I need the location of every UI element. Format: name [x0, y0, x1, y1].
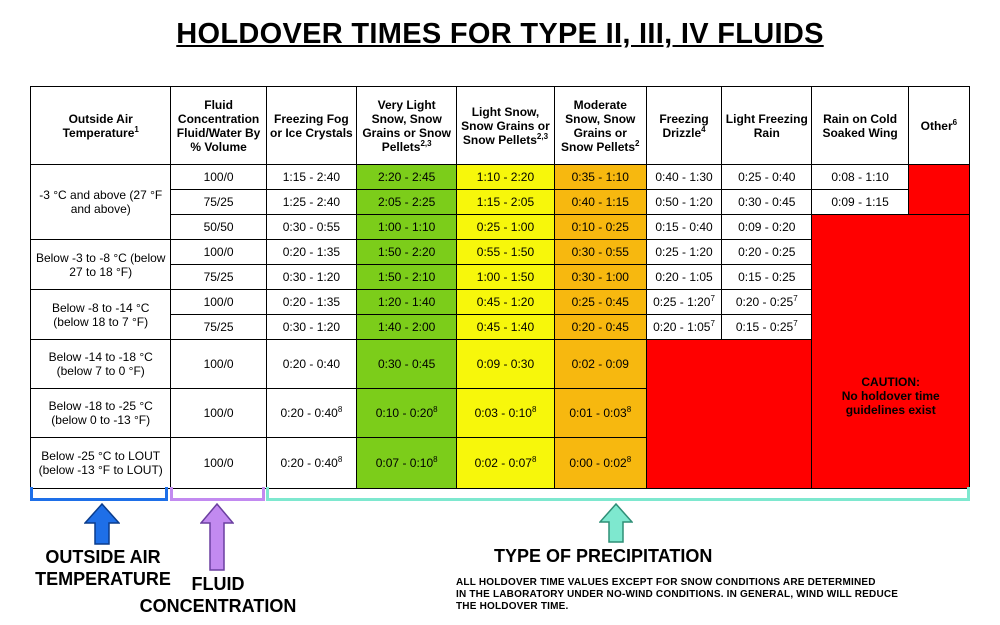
- light-cell: 0:09 - 0:30: [457, 340, 554, 389]
- vlight-cell: 0:30 - 0:45: [357, 340, 457, 389]
- drizzle-cell: 0:25 - 1:20: [646, 240, 721, 265]
- header-light-freezing-rain: Light Freezing Rain: [722, 87, 812, 165]
- caution-text-1: No holdover time: [841, 388, 940, 403]
- vlight-cell: 0:10 - $0:20^8$: [357, 389, 457, 438]
- light-rain-cell: 0:20 - $0:25^7$: [722, 290, 812, 315]
- conc-cell: 100/0: [171, 240, 266, 265]
- fog-cell: 0:30 - 1:20: [266, 265, 356, 290]
- header-rain-cold-soaked: Rain on Cold Soaked Wing: [812, 87, 908, 165]
- header-concentration: Fluid Concentration Fluid/Water By % Volume: [171, 87, 266, 165]
- vlight-cell: 1:50 - 2:10: [357, 265, 457, 290]
- moderate-cell: 0:30 - 1:00: [554, 265, 646, 290]
- fog-cell: 0:30 - 0:55: [266, 215, 356, 240]
- moderate-cell: 0:30 - 0:55: [554, 240, 646, 265]
- caution-heading: CAUTION:: [861, 374, 921, 389]
- other-red-cell: [908, 165, 969, 215]
- drizzle-cell: 0:15 - 0:40: [646, 215, 721, 240]
- temp-cell: Below -14 to -18 °C (below 7 to 0 °F): [31, 340, 171, 389]
- outside-air-temperature-label: OUTSIDE AIR TEMPERATURE: [35, 547, 171, 589]
- temp-cell: Below -18 to -25 °C (below 0 to -13 °F): [31, 389, 171, 438]
- temp-cell: -3 °C and above (27 °F and above): [31, 165, 171, 240]
- fog-cell: 0:20 - 0:40: [266, 340, 356, 389]
- light-rain-cell: 0:20 - 0:25: [722, 240, 812, 265]
- light-rain-cell: 0:25 - 0:40: [722, 165, 812, 190]
- precipitation-label: TYPE OF PRECIPITATION: [494, 546, 713, 566]
- temp-cell: Below -25 °C to LOUT (below -13 °F to LOUT): [31, 438, 171, 489]
- wind-note: ALL HOLDOVER TIME VALUES EXCEPT FOR SNOW CONDITIONS ARE DETERMINED IN THE LABORATORY UNDER NO-WIND CONDITIONS. IN GENERAL, WIND WILL REDUCE THE HOLDOVER TIME.: [456, 577, 899, 612]
- page-title: HOLDOVER TIMES FOR TYPE II, III, IV FLUIDS: [176, 18, 824, 50]
- precipitation-bracket: [266, 487, 970, 501]
- header-row: [31, 87, 970, 165]
- conc-cell: 75/25: [171, 265, 266, 290]
- vlight-cell: 1:40 - 2:00: [357, 315, 457, 340]
- moderate-cell: 0:35 - 1:10: [554, 165, 646, 190]
- moderate-cell: 0:10 - 0:25: [554, 215, 646, 240]
- rain-cold-cell: 0:08 - 1:10: [812, 165, 908, 190]
- caution-cell: [812, 215, 970, 489]
- light-cell: 1:10 - 2:20: [457, 165, 554, 190]
- table-row: [31, 165, 970, 190]
- fog-cell: 0:20 - $0:40^8$: [266, 389, 356, 438]
- drizzle-cell: 0:50 - 1:20: [646, 190, 721, 215]
- drizzle-rain-red-cell: [646, 340, 812, 489]
- table-row: [31, 190, 970, 215]
- light-cell: 0:03 - $0:10^8$: [457, 389, 554, 438]
- vlight-cell: 2:05 - 2:25: [357, 190, 457, 215]
- fog-cell: 1:15 - 2:40: [266, 165, 356, 190]
- vlight-cell: 2:20 - 2:45: [357, 165, 457, 190]
- fog-cell: 0:30 - 1:20: [266, 315, 356, 340]
- holdover-table: [30, 86, 970, 489]
- header-freezing-drizzle: Freezing Drizzle$^4$: [646, 87, 721, 165]
- light-rain-cell: 0:15 - 0:25: [722, 265, 812, 290]
- conc-cell: 100/0: [171, 438, 266, 489]
- light-cell: 1:15 - 2:05: [457, 190, 554, 215]
- moderate-cell: 0:02 - 0:09: [554, 340, 646, 389]
- light-rain-cell: 0:30 - 0:45: [722, 190, 812, 215]
- light-cell: 1:00 - 1:50: [457, 265, 554, 290]
- conc-cell: 100/0: [171, 165, 266, 190]
- concentration-arrow-icon: [200, 503, 234, 571]
- fog-cell: 0:20 - $0:40^8$: [266, 438, 356, 489]
- drizzle-cell: 0:20 - 1:05: [646, 265, 721, 290]
- precipitation-arrow-icon: [599, 503, 633, 543]
- moderate-cell: 0:01 - $0:03^8$: [554, 389, 646, 438]
- moderate-cell: 0:00 - $0:02^8$: [554, 438, 646, 489]
- header-very-light-snow: Very Light Snow, Snow Grains or Snow Pellets$^{2,3}$: [357, 87, 457, 165]
- moderate-cell: 0:20 - 0:45: [554, 315, 646, 340]
- drizzle-cell: 0:25 - $1:20^7$: [646, 290, 721, 315]
- vlight-cell: 0:07 - $0:10^8$: [357, 438, 457, 489]
- light-cell: 0:45 - 1:40: [457, 315, 554, 340]
- fluid-concentration-label: FLUID CONCENTRATION: [139, 574, 297, 616]
- temp-cell: Below -8 to -14 °C (below 18 to 7 °F): [31, 290, 171, 340]
- conc-cell: 100/0: [171, 290, 266, 315]
- drizzle-cell: 0:20 - $1:05^7$: [646, 315, 721, 340]
- header-moderate-snow: Moderate Snow, Snow Grains or Snow Pellets$^2$: [554, 87, 646, 165]
- drizzle-cell: 0:40 - 1:30: [646, 165, 721, 190]
- moderate-cell: 0:40 - 1:15: [554, 190, 646, 215]
- light-cell: 0:55 - 1:50: [457, 240, 554, 265]
- header-light-snow: Light Snow, Snow Grains or Snow Pellets$^{2,3}$: [457, 87, 554, 165]
- light-cell: 0:02 - $0:07^8$: [457, 438, 554, 489]
- light-cell: 0:25 - 1:00: [457, 215, 554, 240]
- temperature-arrow-icon: [84, 503, 120, 545]
- temperature-bracket: [30, 487, 168, 501]
- conc-cell: 75/25: [171, 315, 266, 340]
- header-temperature: Outside Air Temperature$^1$: [31, 87, 171, 165]
- rain-cold-cell: 0:09 - 1:15: [812, 190, 908, 215]
- fog-cell: 0:20 - 1:35: [266, 240, 356, 265]
- conc-cell: 75/25: [171, 190, 266, 215]
- temp-cell: Below -3 to -8 °C (below 27 to 18 °F): [31, 240, 171, 290]
- light-rain-cell: 0:09 - 0:20: [722, 215, 812, 240]
- light-cell: 0:45 - 1:20: [457, 290, 554, 315]
- concentration-bracket: [170, 487, 265, 501]
- conc-cell: 100/0: [171, 340, 266, 389]
- table-row: [31, 215, 970, 240]
- vlight-cell: 1:50 - 2:20: [357, 240, 457, 265]
- fog-cell: 1:25 - 2:40: [266, 190, 356, 215]
- header-freezing-fog: Freezing Fog or Ice Crystals: [266, 87, 356, 165]
- moderate-cell: 0:25 - 0:45: [554, 290, 646, 315]
- vlight-cell: 1:20 - 1:40: [357, 290, 457, 315]
- conc-cell: 50/50: [171, 215, 266, 240]
- header-other: Other$^6$: [908, 87, 969, 165]
- vlight-cell: 1:00 - 1:10: [357, 215, 457, 240]
- fog-cell: 0:20 - 1:35: [266, 290, 356, 315]
- light-rain-cell: 0:15 - $0:25^7$: [722, 315, 812, 340]
- caution-text-2: guidelines exist: [845, 402, 936, 417]
- conc-cell: 100/0: [171, 389, 266, 438]
